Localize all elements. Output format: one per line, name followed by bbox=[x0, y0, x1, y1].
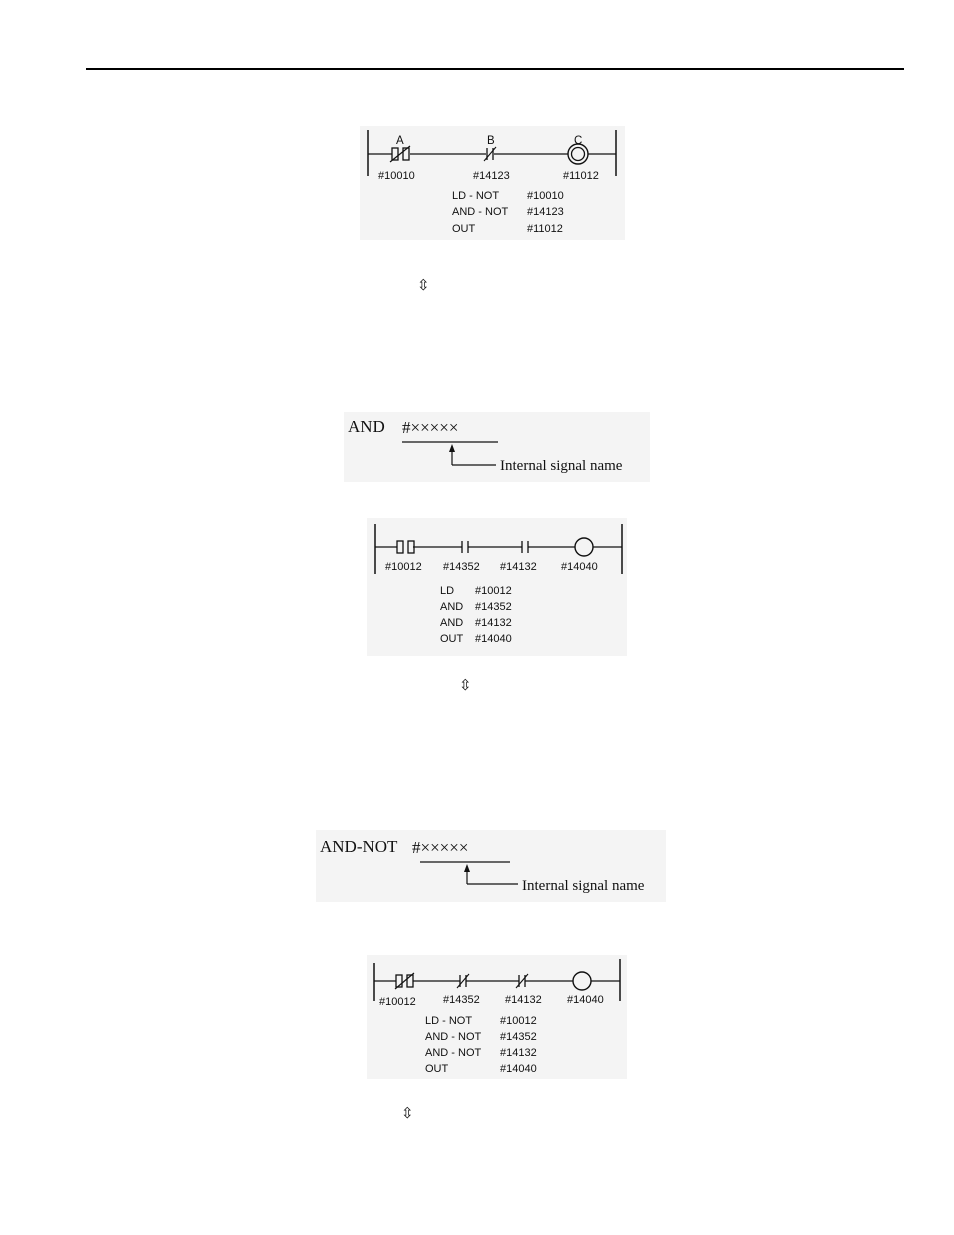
output-coil-icon bbox=[575, 538, 593, 556]
program-op: OUT bbox=[440, 633, 464, 645]
pointer-arrow-icon bbox=[464, 864, 518, 884]
program-addr: #14132 bbox=[500, 1047, 537, 1059]
ladder-diagram-2-svg bbox=[367, 518, 627, 656]
operand: #××××× bbox=[402, 418, 459, 437]
program-addr: #14123 bbox=[527, 206, 564, 218]
instruction-name: AND-NOT bbox=[320, 837, 398, 856]
program-addr: #14352 bbox=[475, 601, 512, 613]
output-coil-icon bbox=[573, 972, 591, 990]
contact-address: #14123 bbox=[473, 170, 510, 182]
label-a: A bbox=[396, 135, 404, 147]
program-op: AND - NOT bbox=[452, 206, 509, 218]
program-addr: #14352 bbox=[500, 1031, 537, 1043]
program-addr: #10012 bbox=[475, 585, 512, 597]
program-op: OUT bbox=[452, 223, 476, 235]
contact-address: #14352 bbox=[443, 561, 480, 573]
program-addr: #14040 bbox=[500, 1063, 537, 1075]
output-coil-icon bbox=[568, 144, 588, 164]
input-contact-nc-icon bbox=[390, 146, 410, 162]
and-format-svg bbox=[344, 412, 650, 482]
program-addr: #14132 bbox=[475, 617, 512, 629]
program-op: AND bbox=[440, 601, 464, 613]
program-op: AND bbox=[440, 617, 464, 629]
equivalence-arrow-icon: ⇳ bbox=[401, 1104, 414, 1122]
input-contact-nc-icon bbox=[395, 973, 414, 989]
ladder-diagram-3-svg bbox=[367, 955, 627, 1079]
ladder-diagram-1-svg bbox=[360, 126, 625, 240]
contact-address: #14132 bbox=[500, 561, 537, 573]
and-not-format-svg bbox=[316, 830, 666, 902]
input-contact-icon bbox=[397, 541, 414, 553]
contact-address: #14352 bbox=[443, 994, 480, 1006]
operand: #××××× bbox=[412, 838, 469, 857]
program-addr: #10010 bbox=[527, 190, 564, 202]
and-not-instruction-format bbox=[316, 830, 666, 902]
contact-address: #10012 bbox=[379, 996, 416, 1008]
no-contact-icon bbox=[522, 541, 528, 553]
contact-address: #14132 bbox=[505, 994, 542, 1006]
program-addr: #14040 bbox=[475, 633, 512, 645]
contact-address: #14040 bbox=[567, 994, 604, 1006]
program-op: LD - NOT bbox=[452, 190, 500, 202]
header-rule bbox=[86, 68, 904, 70]
program-op: AND - NOT bbox=[425, 1047, 482, 1059]
operand-note: Internal signal name bbox=[500, 458, 623, 474]
ladder-diagram-1 bbox=[360, 126, 625, 240]
program-op: OUT bbox=[425, 1063, 449, 1075]
label-b: B bbox=[487, 135, 495, 147]
contact-address: #14040 bbox=[561, 561, 598, 573]
contact-address: #11012 bbox=[563, 170, 599, 182]
equivalence-arrow-icon: ⇳ bbox=[417, 276, 430, 294]
program-op: AND - NOT bbox=[425, 1031, 482, 1043]
ladder-diagram-3 bbox=[367, 955, 627, 1079]
and-instruction-format bbox=[344, 412, 650, 482]
operand-note: Internal signal name bbox=[522, 878, 645, 894]
program-op: LD bbox=[440, 585, 455, 597]
contact-address: #10012 bbox=[385, 561, 422, 573]
instruction-name: AND bbox=[348, 417, 385, 436]
equivalence-arrow-icon: ⇳ bbox=[459, 676, 472, 694]
program-addr: #11012 bbox=[527, 223, 563, 235]
contact-address: #10010 bbox=[378, 170, 415, 182]
ladder-diagram-2 bbox=[367, 518, 627, 656]
pointer-arrow-icon bbox=[449, 444, 496, 465]
program-op: LD - NOT bbox=[425, 1015, 473, 1027]
no-contact-icon bbox=[462, 541, 468, 553]
label-c: C bbox=[574, 135, 583, 147]
program-addr: #10012 bbox=[500, 1015, 537, 1027]
